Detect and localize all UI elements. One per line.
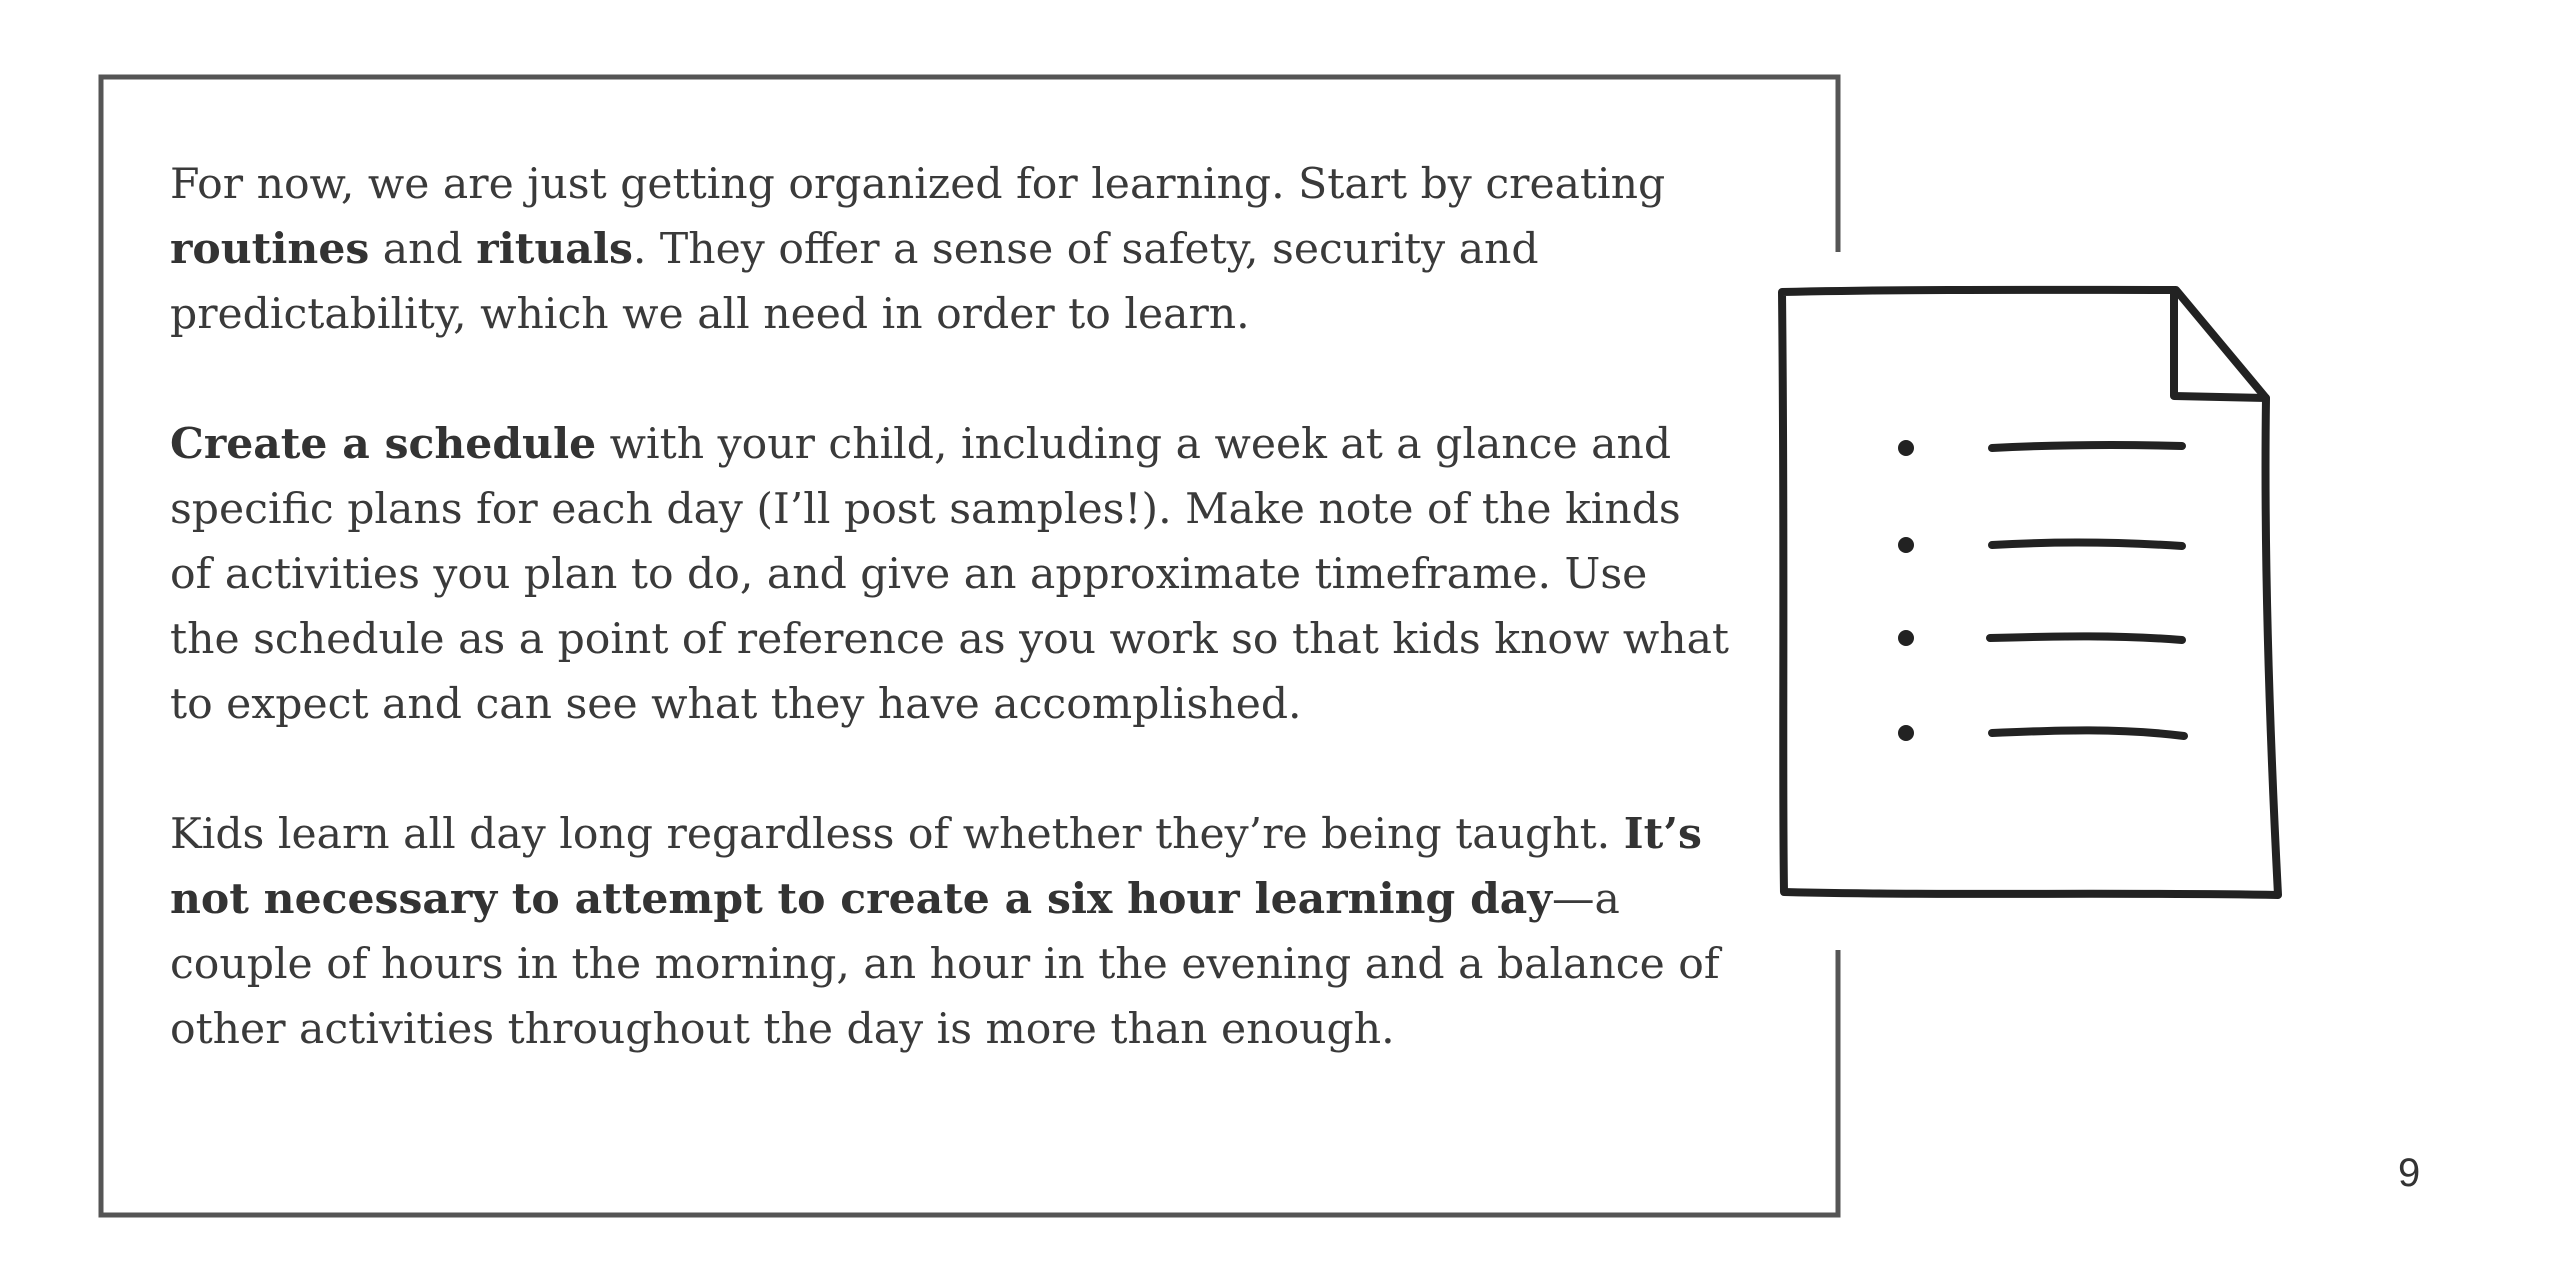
body-text	[170, 152, 1730, 1127]
emphasis-create-schedule: Create a schedule	[170, 419, 597, 469]
text-span: For now, we are just getting organized for learning. Start by creating	[170, 160, 1666, 209]
text-span: —a couple of hours in the morning, an hour in the evening and a balance of other activities throughout the day is more than enough.	[170, 875, 1720, 1054]
text-span: Kids learn all day long regardless of whether they’re being taught.	[170, 810, 1624, 859]
emphasis-routines: routines	[170, 224, 370, 274]
paragraph-learning-day	[170, 802, 1730, 1062]
document-list-icon	[1770, 280, 2290, 920]
emphasis-six-hour: It’s not necessary to attempt to create a six hour learning day	[170, 809, 1702, 924]
paragraph-routines	[170, 152, 1730, 347]
emphasis-rituals: rituals	[476, 224, 633, 274]
paragraph-schedule	[170, 412, 1730, 737]
page-number: 9	[2398, 1151, 2421, 1195]
text-span: with your child, including a week at a glance and specific plans for each day (I’ll post samples!). Make note of the kinds of activities you plan to do, and give an approximate timeframe. Use the schedule as a point of reference as you work so that kids know what to expect and can see what they have accomplished.	[170, 420, 1730, 729]
text-span: and	[369, 225, 477, 274]
bullet-lines	[1898, 440, 2184, 741]
text-span: . They offer a sense of safety, security and predictability, which we all need in order to learn.	[170, 225, 1539, 339]
